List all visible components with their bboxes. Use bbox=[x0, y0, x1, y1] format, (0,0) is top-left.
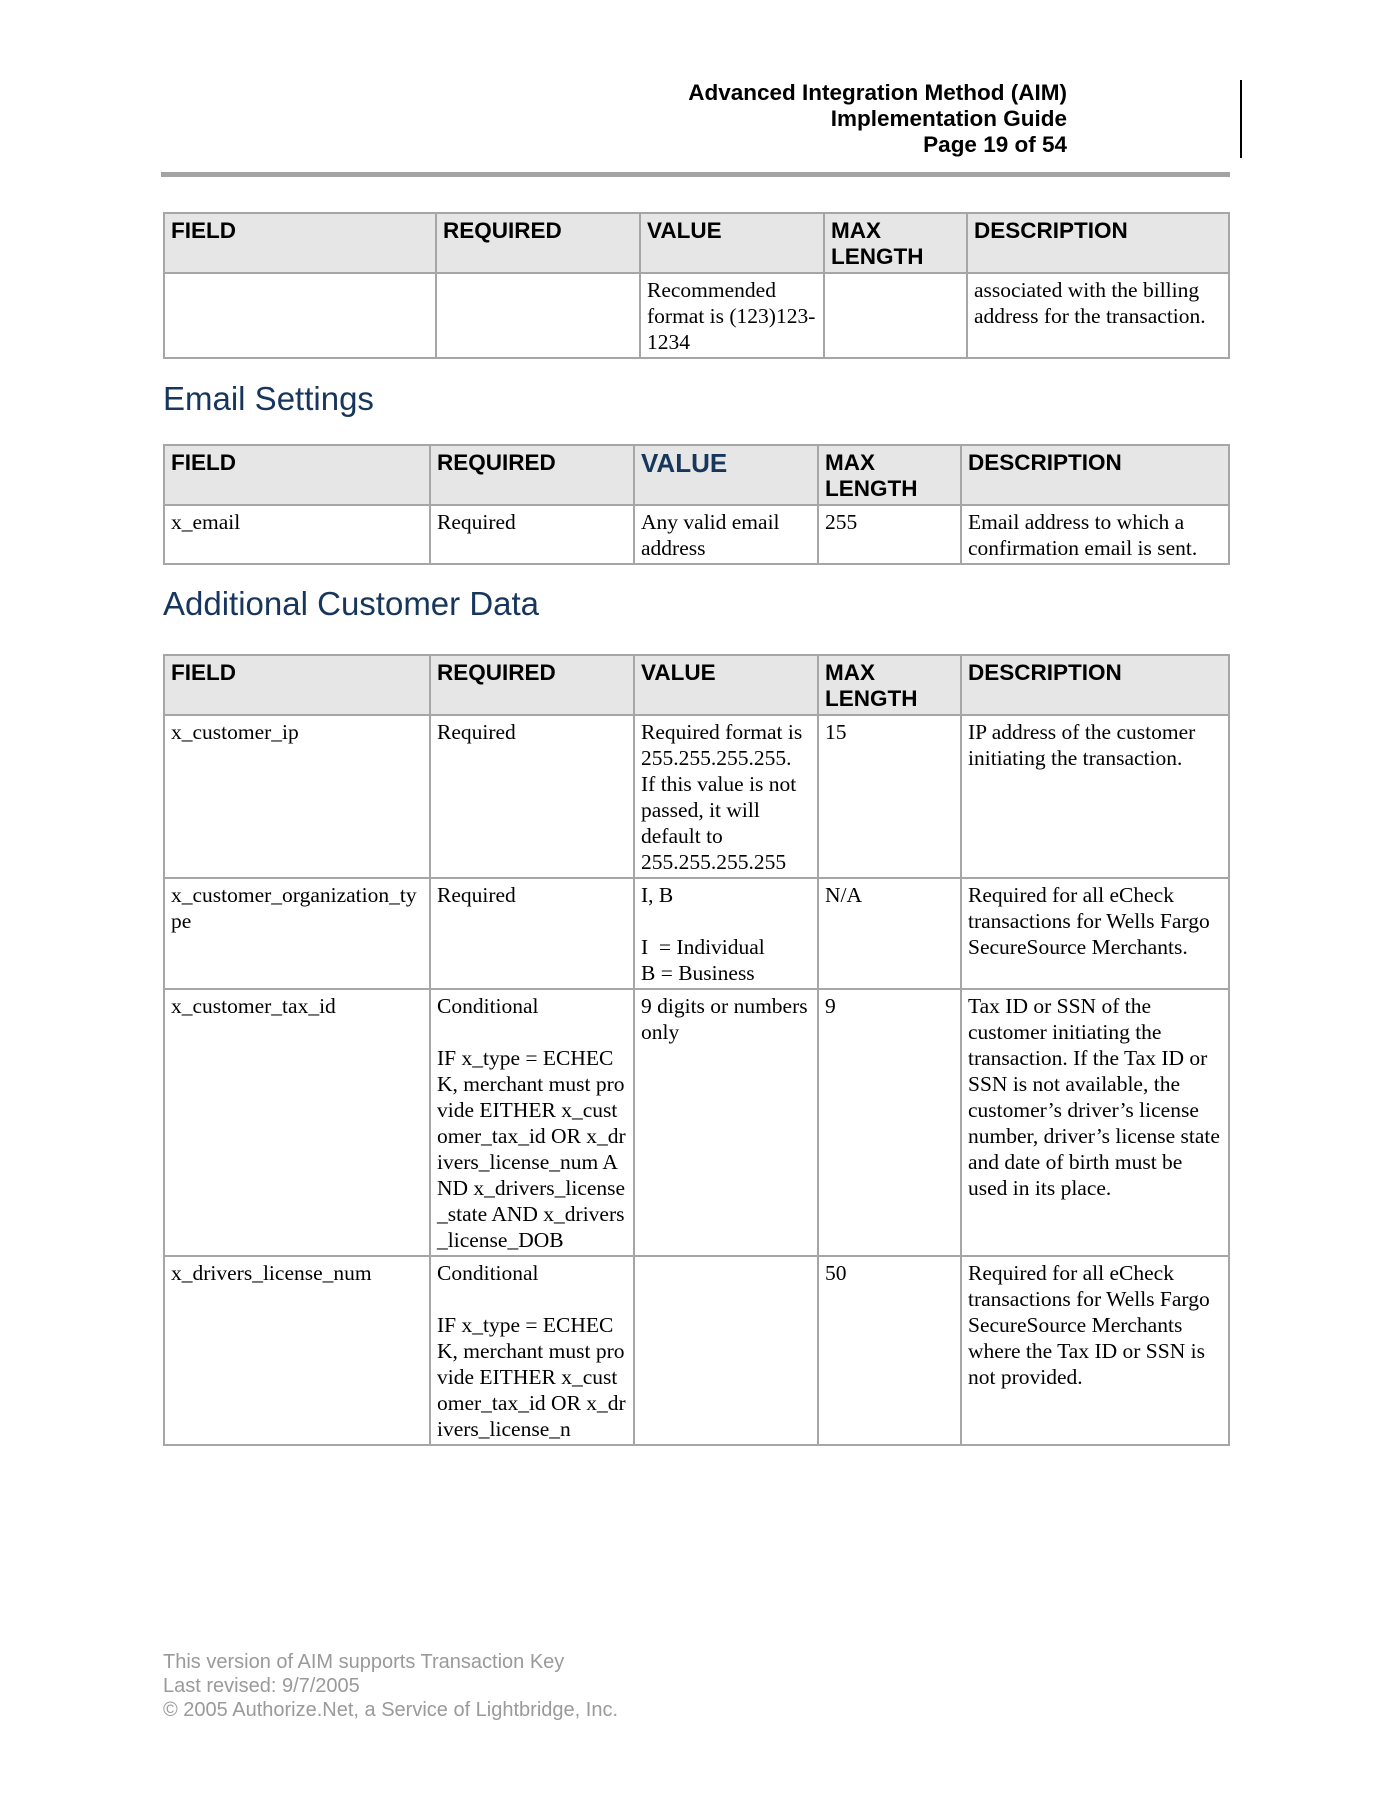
cell-description: associated with the billing address for the transaction. bbox=[967, 273, 1229, 358]
col-header-description: DESCRIPTION bbox=[961, 445, 1229, 505]
cell-value: I, B I = Individual B = Business bbox=[634, 878, 818, 989]
cell-max-length: 15 bbox=[818, 715, 961, 878]
page-footer bbox=[163, 1650, 618, 1722]
cell-value: 9 digits or numbers only bbox=[634, 989, 818, 1256]
cell-description: Required for all eCheck transactions for Wells Fargo SecureSource Merchants where the Tax ID or SSN is not provided. bbox=[961, 1256, 1229, 1445]
cell-value: Recommended format is (123)123-1234 bbox=[640, 273, 824, 358]
col-header-max-length: MAX LENGTH bbox=[818, 445, 961, 505]
table-row bbox=[164, 878, 1229, 989]
cell-required: Required bbox=[430, 878, 634, 989]
col-header-required: REQUIRED bbox=[430, 445, 634, 505]
cell-max-length: 50 bbox=[818, 1256, 961, 1445]
footer-last-revised: Last revised: 9/7/2005 bbox=[163, 1675, 360, 1697]
table-header-row bbox=[164, 445, 1229, 505]
col-header-description: DESCRIPTION bbox=[961, 655, 1229, 715]
cell-value: Any valid email address bbox=[634, 505, 818, 564]
col-header-description: DESCRIPTION bbox=[967, 213, 1229, 273]
col-header-max-length: MAX LENGTH bbox=[818, 655, 961, 715]
section-title-email-settings: Email Settings bbox=[163, 380, 374, 417]
table-row bbox=[164, 273, 1229, 358]
header-title: Advanced Integration Method (AIM) bbox=[688, 80, 1067, 105]
cell-description: Email address to which a confirmation email is sent. bbox=[961, 505, 1229, 564]
cell-max-length: N/A bbox=[818, 878, 961, 989]
col-header-value: VALUE bbox=[634, 445, 818, 505]
cell-required: Required bbox=[430, 715, 634, 878]
col-header-field: FIELD bbox=[164, 213, 436, 273]
table-row bbox=[164, 715, 1229, 878]
cell-field bbox=[164, 273, 436, 358]
header-divider bbox=[1240, 80, 1242, 158]
header-subtitle: Implementation Guide bbox=[830, 106, 1067, 131]
cell-value: Required format is 255.255.255.255. If this value is not passed, it will default to 255.255.255.255 bbox=[634, 715, 818, 878]
continued-table bbox=[163, 212, 1230, 359]
header-rule bbox=[161, 172, 1230, 177]
cell-value bbox=[634, 1256, 818, 1445]
cell-description: Tax ID or SSN of the customer initiating the transaction. If the Tax ID or SSN is not available, the customer’s driver’s license number, driver’s license state and date of birth must be used in its place. bbox=[961, 989, 1229, 1256]
page-header bbox=[688, 80, 1067, 158]
cell-required: Conditional IF x_type = ECHECK, merchant must provide EITHER x_customer_tax_id OR x_drivers_license_n bbox=[430, 1256, 634, 1445]
cell-description: IP address of the customer initiating the transaction. bbox=[961, 715, 1229, 878]
table-row bbox=[164, 1256, 1229, 1445]
footer-version-note: This version of AIM supports Transaction Key bbox=[163, 1651, 565, 1673]
table-header-row bbox=[164, 213, 1229, 273]
footer-copyright: © 2005 Authorize.Net, a Service of Lightbridge, Inc. bbox=[163, 1699, 618, 1721]
cell-required: Required bbox=[430, 505, 634, 564]
cell-field: x_customer_organization_type bbox=[164, 878, 430, 989]
cell-description: Required for all eCheck transactions for Wells Fargo SecureSource Merchants. bbox=[961, 878, 1229, 989]
table-row bbox=[164, 989, 1229, 1256]
cell-max-length: 255 bbox=[818, 505, 961, 564]
col-header-required: REQUIRED bbox=[430, 655, 634, 715]
col-header-field: FIELD bbox=[164, 655, 430, 715]
cell-field: x_customer_ip bbox=[164, 715, 430, 878]
col-header-field: FIELD bbox=[164, 445, 430, 505]
cell-max-length bbox=[824, 273, 967, 358]
cell-field: x_drivers_license_num bbox=[164, 1256, 430, 1445]
table-row bbox=[164, 505, 1229, 564]
cell-field: x_customer_tax_id bbox=[164, 989, 430, 1256]
cell-required: Conditional IF x_type = ECHECK, merchant must provide EITHER x_customer_tax_id OR x_drivers_license_num AND x_drivers_license_state AND x_drivers_license_DOB bbox=[430, 989, 634, 1256]
section-title-additional-customer-data: Additional Customer Data bbox=[163, 585, 540, 622]
cell-required bbox=[436, 273, 640, 358]
cell-field: x_email bbox=[164, 505, 430, 564]
cell-max-length: 9 bbox=[818, 989, 961, 1256]
email-settings-table bbox=[163, 444, 1230, 565]
table-header-row bbox=[164, 655, 1229, 715]
page-number: Page 19 of 54 bbox=[923, 132, 1067, 157]
col-header-value: VALUE bbox=[640, 213, 824, 273]
col-header-required: REQUIRED bbox=[436, 213, 640, 273]
col-header-value: VALUE bbox=[634, 655, 818, 715]
additional-customer-data-table bbox=[163, 654, 1230, 1446]
col-header-max-length: MAX LENGTH bbox=[824, 213, 967, 273]
